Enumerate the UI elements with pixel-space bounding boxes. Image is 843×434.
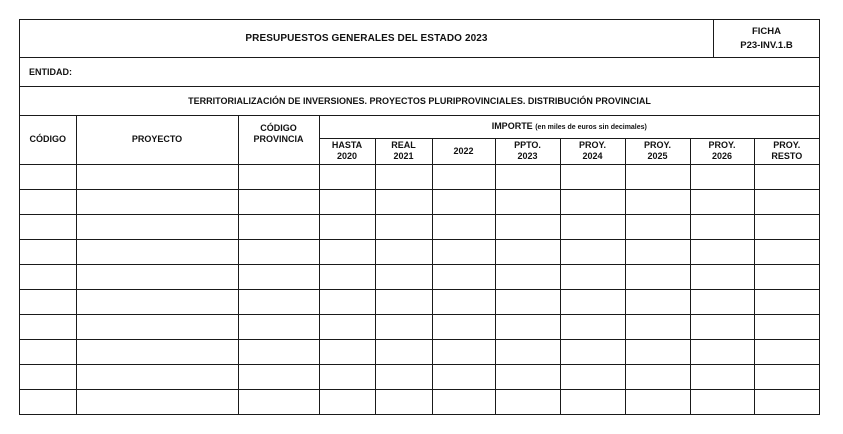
col-year-5: [625, 138, 690, 164]
table-cell: [319, 389, 375, 414]
table-cell: [560, 264, 625, 289]
investment-table: [20, 116, 819, 414]
table-cell: [754, 339, 819, 364]
table-cell: [625, 214, 690, 239]
table-cell: [20, 389, 76, 414]
table-cell: [76, 189, 238, 214]
table-cell: [495, 389, 560, 414]
table-cell: [238, 164, 319, 189]
header-row-1: [20, 116, 819, 138]
table-row: [20, 239, 819, 264]
table-cell: [625, 164, 690, 189]
table-cell: [560, 214, 625, 239]
table-cell: [560, 339, 625, 364]
table-row: [20, 389, 819, 414]
table-cell: [20, 364, 76, 389]
col-year-3: [495, 138, 560, 164]
table-cell: [375, 164, 432, 189]
table-cell: [238, 189, 319, 214]
table-cell: [319, 189, 375, 214]
table-cell: [625, 264, 690, 289]
table-cell: [560, 314, 625, 339]
entity-row: [20, 58, 819, 87]
table-cell: [495, 264, 560, 289]
title-row: [20, 20, 819, 58]
form-title: PRESUPUESTOS GENERALES DEL ESTADO 2023: [245, 33, 488, 44]
col-year-7: [754, 138, 819, 164]
table-cell: [375, 339, 432, 364]
table-cell: [495, 364, 560, 389]
table-cell: [432, 189, 495, 214]
col-year-2: [432, 138, 495, 164]
table-row: [20, 289, 819, 314]
table-cell: [76, 339, 238, 364]
table-cell: [319, 214, 375, 239]
table-cell: [375, 214, 432, 239]
table-cell: [495, 289, 560, 314]
table-cell: [319, 339, 375, 364]
table-body: [20, 164, 819, 414]
table-cell: [20, 314, 76, 339]
table-cell: [690, 239, 754, 264]
col-importe: [319, 116, 819, 138]
year-label-line1: PROY.: [578, 140, 606, 150]
table-cell: [238, 214, 319, 239]
year-label-line2: RESTO: [771, 151, 803, 161]
codigo-provincia-line1: CÓDIGO: [260, 123, 297, 133]
table-cell: [20, 264, 76, 289]
table-cell: [76, 314, 238, 339]
table-cell: [690, 214, 754, 239]
budget-form: [19, 19, 820, 415]
year-label-line2: 2024: [582, 151, 603, 161]
importe-label: IMPORTE: [491, 120, 533, 131]
table-cell: [690, 164, 754, 189]
table-cell: [625, 389, 690, 414]
table-cell: [625, 339, 690, 364]
table-cell: [375, 239, 432, 264]
table-cell: [76, 389, 238, 414]
table-cell: [76, 264, 238, 289]
table-cell: [238, 289, 319, 314]
table-cell: [76, 239, 238, 264]
year-label-line1: REAL: [391, 140, 416, 150]
table-cell: [238, 239, 319, 264]
table-cell: [754, 264, 819, 289]
table-cell: [238, 314, 319, 339]
table-cell: [560, 364, 625, 389]
table-cell: [690, 314, 754, 339]
year-label-line1: 2022: [453, 145, 474, 156]
ficha-box: [713, 20, 819, 57]
table-cell: [625, 364, 690, 389]
year-label-line2: 2021: [393, 151, 414, 161]
importe-note: (en miles de euros sin decimales): [535, 123, 647, 131]
table-cell: [625, 189, 690, 214]
table-cell: [754, 164, 819, 189]
year-label-line1: PROY.: [773, 140, 801, 150]
table-cell: [754, 389, 819, 414]
year-label-line1: PPTO.: [514, 140, 541, 150]
table-cell: [432, 289, 495, 314]
table-cell: [375, 189, 432, 214]
table-cell: [375, 264, 432, 289]
ficha-label: FICHA: [751, 25, 782, 37]
table-cell: [375, 364, 432, 389]
table-cell: [754, 364, 819, 389]
table-cell: [20, 214, 76, 239]
table-cell: [495, 189, 560, 214]
col-year-1: [375, 138, 432, 164]
table-cell: [20, 239, 76, 264]
table-cell: [238, 264, 319, 289]
table-cell: [754, 214, 819, 239]
table-cell: [432, 164, 495, 189]
table-cell: [432, 264, 495, 289]
table-cell: [432, 239, 495, 264]
codigo-provincia-line2: PROVINCIA: [253, 134, 304, 144]
form-subtitle: TERRITORIALIZACIÓN DE INVERSIONES. PROYECTOS PLURIPROVINCIALES. DISTRIBUCIÓN PROVINCIAL: [188, 96, 651, 106]
year-label-line1: PROY.: [708, 140, 736, 150]
table-cell: [625, 289, 690, 314]
table-cell: [238, 339, 319, 364]
entity-label: ENTIDAD:: [29, 67, 72, 77]
table-cell: [690, 289, 754, 314]
table-cell: [495, 339, 560, 364]
col-codigo-provincia: [238, 116, 319, 164]
col-proyecto: PROYECTO: [76, 116, 238, 164]
table-cell: [690, 264, 754, 289]
year-label-line2: 2025: [647, 151, 668, 161]
table-row: [20, 314, 819, 339]
table-cell: [560, 189, 625, 214]
table-cell: [238, 364, 319, 389]
table-cell: [76, 214, 238, 239]
table-row: [20, 189, 819, 214]
table-row: [20, 339, 819, 364]
col-codigo: CÓDIGO: [20, 116, 76, 164]
table-cell: [432, 364, 495, 389]
table-cell: [432, 214, 495, 239]
subtitle-row: [20, 87, 819, 116]
table-cell: [20, 189, 76, 214]
year-label-line2: 2020: [336, 151, 358, 161]
year-label-line1: HASTA: [331, 140, 363, 150]
table-cell: [319, 164, 375, 189]
table-cell: [560, 164, 625, 189]
table-cell: [690, 189, 754, 214]
table-cell: [319, 364, 375, 389]
table-cell: [754, 189, 819, 214]
table-row: [20, 214, 819, 239]
table-row: [20, 364, 819, 389]
table-cell: [319, 289, 375, 314]
table-cell: [560, 239, 625, 264]
table-cell: [20, 339, 76, 364]
table-cell: [690, 339, 754, 364]
table-cell: [495, 214, 560, 239]
table-cell: [319, 239, 375, 264]
table-cell: [754, 289, 819, 314]
table-row: [20, 164, 819, 189]
col-year-4: [560, 138, 625, 164]
ficha-code: P23-INV.1.B: [740, 39, 793, 51]
table-cell: [375, 289, 432, 314]
table-cell: [238, 389, 319, 414]
year-label-line2: 2026: [711, 151, 733, 161]
table-row: [20, 264, 819, 289]
table-cell: [20, 289, 76, 314]
table-cell: [432, 314, 495, 339]
col-year-0: [319, 138, 375, 164]
table-cell: [375, 389, 432, 414]
col-year-6: [690, 138, 754, 164]
table-cell: [76, 164, 238, 189]
table-cell: [690, 389, 754, 414]
table-cell: [375, 314, 432, 339]
table-cell: [754, 239, 819, 264]
table-cell: [319, 264, 375, 289]
table-cell: [20, 164, 76, 189]
table-cell: [76, 289, 238, 314]
table-cell: [560, 289, 625, 314]
table-cell: [432, 389, 495, 414]
table-cell: [495, 164, 560, 189]
table-cell: [625, 314, 690, 339]
table-cell: [495, 314, 560, 339]
year-label-line2: 2023: [517, 151, 538, 161]
table-cell: [754, 314, 819, 339]
table-cell: [76, 364, 238, 389]
table-cell: [432, 339, 495, 364]
table-cell: [625, 239, 690, 264]
table-cell: [319, 314, 375, 339]
year-label-line1: PROY.: [643, 140, 671, 150]
table-cell: [560, 389, 625, 414]
table-cell: [690, 364, 754, 389]
table-cell: [495, 239, 560, 264]
